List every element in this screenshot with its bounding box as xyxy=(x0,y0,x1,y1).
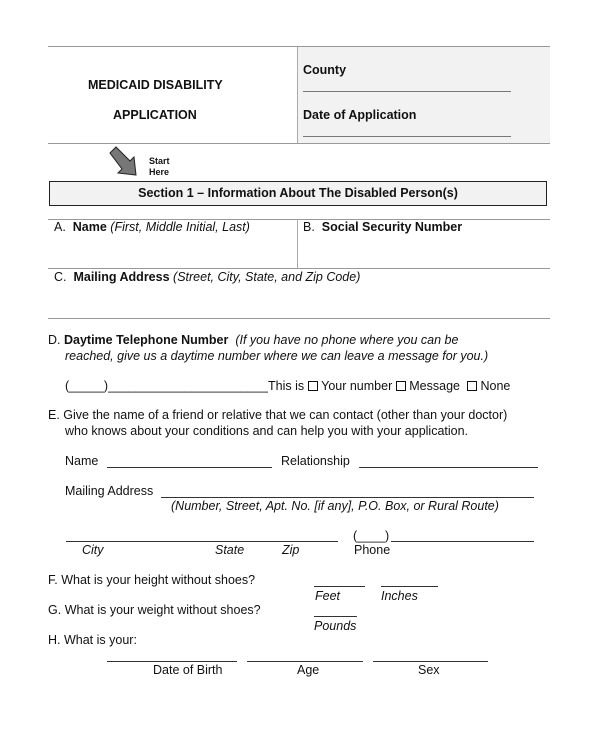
divider xyxy=(297,47,298,143)
divider xyxy=(297,219,298,268)
item-prefix: D. xyxy=(48,333,61,347)
age-label: Age xyxy=(297,663,320,677)
city-state-zip-field[interactable] xyxy=(66,541,338,542)
city-label: City xyxy=(82,543,104,557)
county-label: County xyxy=(303,63,347,77)
hint: (First, Middle Initial, Last) xyxy=(110,220,250,234)
divider xyxy=(48,318,550,319)
item-prefix: E. xyxy=(48,408,60,422)
this-is-label: This is xyxy=(268,379,305,393)
label: Mailing Address xyxy=(73,270,170,284)
option-label: None xyxy=(480,379,511,393)
sex-label: Sex xyxy=(418,663,440,677)
divider xyxy=(48,268,550,269)
dob-label: Date of Birth xyxy=(153,663,223,677)
item-prefix: H. xyxy=(48,633,61,647)
dob-field[interactable] xyxy=(107,661,237,662)
phone-hint: reached, give us a daytime number where we can leave a message for you.) xyxy=(65,349,489,363)
sex-field[interactable] xyxy=(373,661,488,662)
pounds-label: Pounds xyxy=(314,619,357,633)
weight-question xyxy=(48,603,261,617)
name-field-label[interactable] xyxy=(54,220,250,234)
header-right-cell xyxy=(298,47,550,143)
relationship-label: Relationship xyxy=(281,454,350,468)
contact-name-label: Name xyxy=(65,454,99,468)
personal-question xyxy=(48,633,137,647)
start-label: Start xyxy=(149,156,170,166)
item-prefix: A. xyxy=(54,220,66,234)
question-text: Give the name of a friend or relative that we can contact (other than your doctor) xyxy=(63,408,508,422)
option-label: Your number xyxy=(321,379,393,393)
state-label: State xyxy=(215,543,245,557)
phone-type-row xyxy=(268,379,510,393)
age-field[interactable] xyxy=(247,661,363,662)
item-prefix: F. xyxy=(48,573,58,587)
contact-mailing-field[interactable] xyxy=(161,497,534,498)
hint: (Street, City, State, and Zip Code) xyxy=(173,270,361,284)
contact-question-line2: who knows about your conditions and can help you with your application. xyxy=(65,424,469,438)
contact-phone-field[interactable] xyxy=(391,541,534,542)
here-label: Here xyxy=(149,167,170,177)
phone-question xyxy=(48,333,458,347)
checkbox-your-number[interactable] xyxy=(308,381,318,391)
contact-mailing-label: Mailing Address xyxy=(65,484,154,498)
label: Name xyxy=(72,220,107,234)
contact-name-field[interactable] xyxy=(107,467,272,468)
contact-question xyxy=(48,408,507,422)
label: Social Security Number xyxy=(321,220,463,234)
feet-field[interactable] xyxy=(314,586,365,587)
inches-field[interactable] xyxy=(381,586,438,587)
phone-label: Phone xyxy=(354,543,391,557)
divider xyxy=(48,143,550,144)
hint: (If you have no phone where you can be xyxy=(235,333,459,347)
date-label: Date of Application xyxy=(303,108,417,122)
zip-label: Zip xyxy=(282,543,300,557)
question-text: What is your: xyxy=(63,633,137,647)
feet-label: Feet xyxy=(315,589,341,603)
mailing-address-field-label[interactable] xyxy=(54,270,360,284)
pounds-field[interactable] xyxy=(314,616,357,617)
checkbox-message[interactable] xyxy=(396,381,406,391)
form-title: MEDICAID DISABILITY xyxy=(88,78,223,92)
item-prefix: B. xyxy=(303,220,315,234)
relationship-field[interactable] xyxy=(359,467,538,468)
item-prefix: C. xyxy=(54,270,67,284)
question-text: What is your height without shoes? xyxy=(61,573,256,587)
phone-number-field[interactable]: (_____)_______________________ xyxy=(65,379,268,393)
section-title: Section 1 – Information About The Disabled Person(s) xyxy=(49,181,547,206)
checkbox-none[interactable] xyxy=(467,381,477,391)
date-field[interactable] xyxy=(303,136,511,137)
ssn-field-label[interactable] xyxy=(303,220,462,234)
form-title-line2: APPLICATION xyxy=(113,108,197,122)
divider xyxy=(48,46,550,47)
inches-label: Inches xyxy=(381,589,418,603)
county-field[interactable] xyxy=(303,91,511,92)
contact-mailing-hint: (Number, Street, Apt. No. [if any], P.O. Box, or Rural Route) xyxy=(171,499,499,513)
question-text: What is your weight without shoes? xyxy=(64,603,261,617)
option-label: Message xyxy=(409,379,460,393)
label: Daytime Telephone Number xyxy=(63,333,229,347)
phone-area-code[interactable]: (____) xyxy=(353,529,390,543)
arrow-icon xyxy=(106,145,142,177)
height-question xyxy=(48,573,255,587)
item-prefix: G. xyxy=(48,603,62,617)
